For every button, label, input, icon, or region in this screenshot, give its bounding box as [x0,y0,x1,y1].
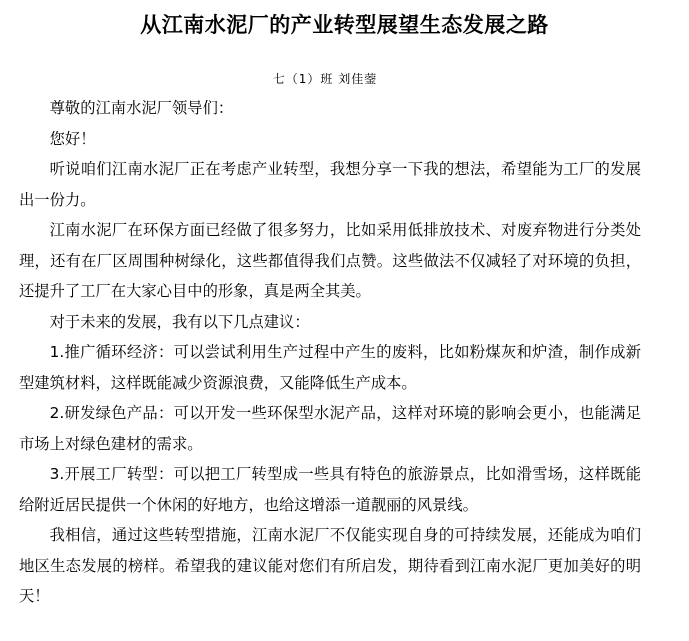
suggestion-factory-transformation: 3.开展工厂转型：可以把工厂转型成一些具有特色的旅游景点，比如滑雪场，这样既能给附近居民提供一个休闲的好地方，也给这增添一道靓丽的风景线。 [19,465,641,514]
paragraph-environmental-efforts: 江南水泥厂在环保方面已经做了很多努力，比如采用低排放技术、对废弃物进行分类处理，还有在厂区周围种树绿化，这些都值得我们点赞。这些做法不仅减轻了对环境的负担，还提升了工厂在大家心目中的形象，真是两全其美。 [19,221,641,300]
paragraph-suggestions-intro: 对于未来的发展，我有以下几点建议： [49,312,310,331]
greeting-line: 尊敬的江南水泥厂领导们： [49,99,234,117]
document-title: 从江南水泥厂的产业转型展望生态发展之路 [140,13,549,37]
suggestion-circular-economy: 1.推广循环经济：可以尝试利用生产过程中产生的废料，比如粉煤灰和炉渣，制作成新型建筑材料，这样既能减少资源浪费，又能降低生产成本。 [19,343,641,392]
author-byline: 七（1）班 刘佳蓥 [272,72,378,86]
suggestion-green-products: 2.研发绿色产品：可以开发一些环保型水泥产品，这样对环境的影响会更小，也能满足市场上对绿色建材的需求。 [19,404,641,453]
letter-body [19,93,641,612]
paragraph-conclusion: 我相信，通过这些转型措施，江南水泥厂不仅能实现自身的可持续发展，还能成为咱们地区生态发展的榜样。希望我的建议能对您们有所启发，期待看到江南水泥厂更加美好的明天！ [19,526,641,605]
salutation-line: 您好！ [49,129,96,148]
paragraph-intro: 听说咱们江南水泥厂正在考虑产业转型，我想分享一下我的想法，希望能为工厂的发展出一份力。 [19,160,641,209]
